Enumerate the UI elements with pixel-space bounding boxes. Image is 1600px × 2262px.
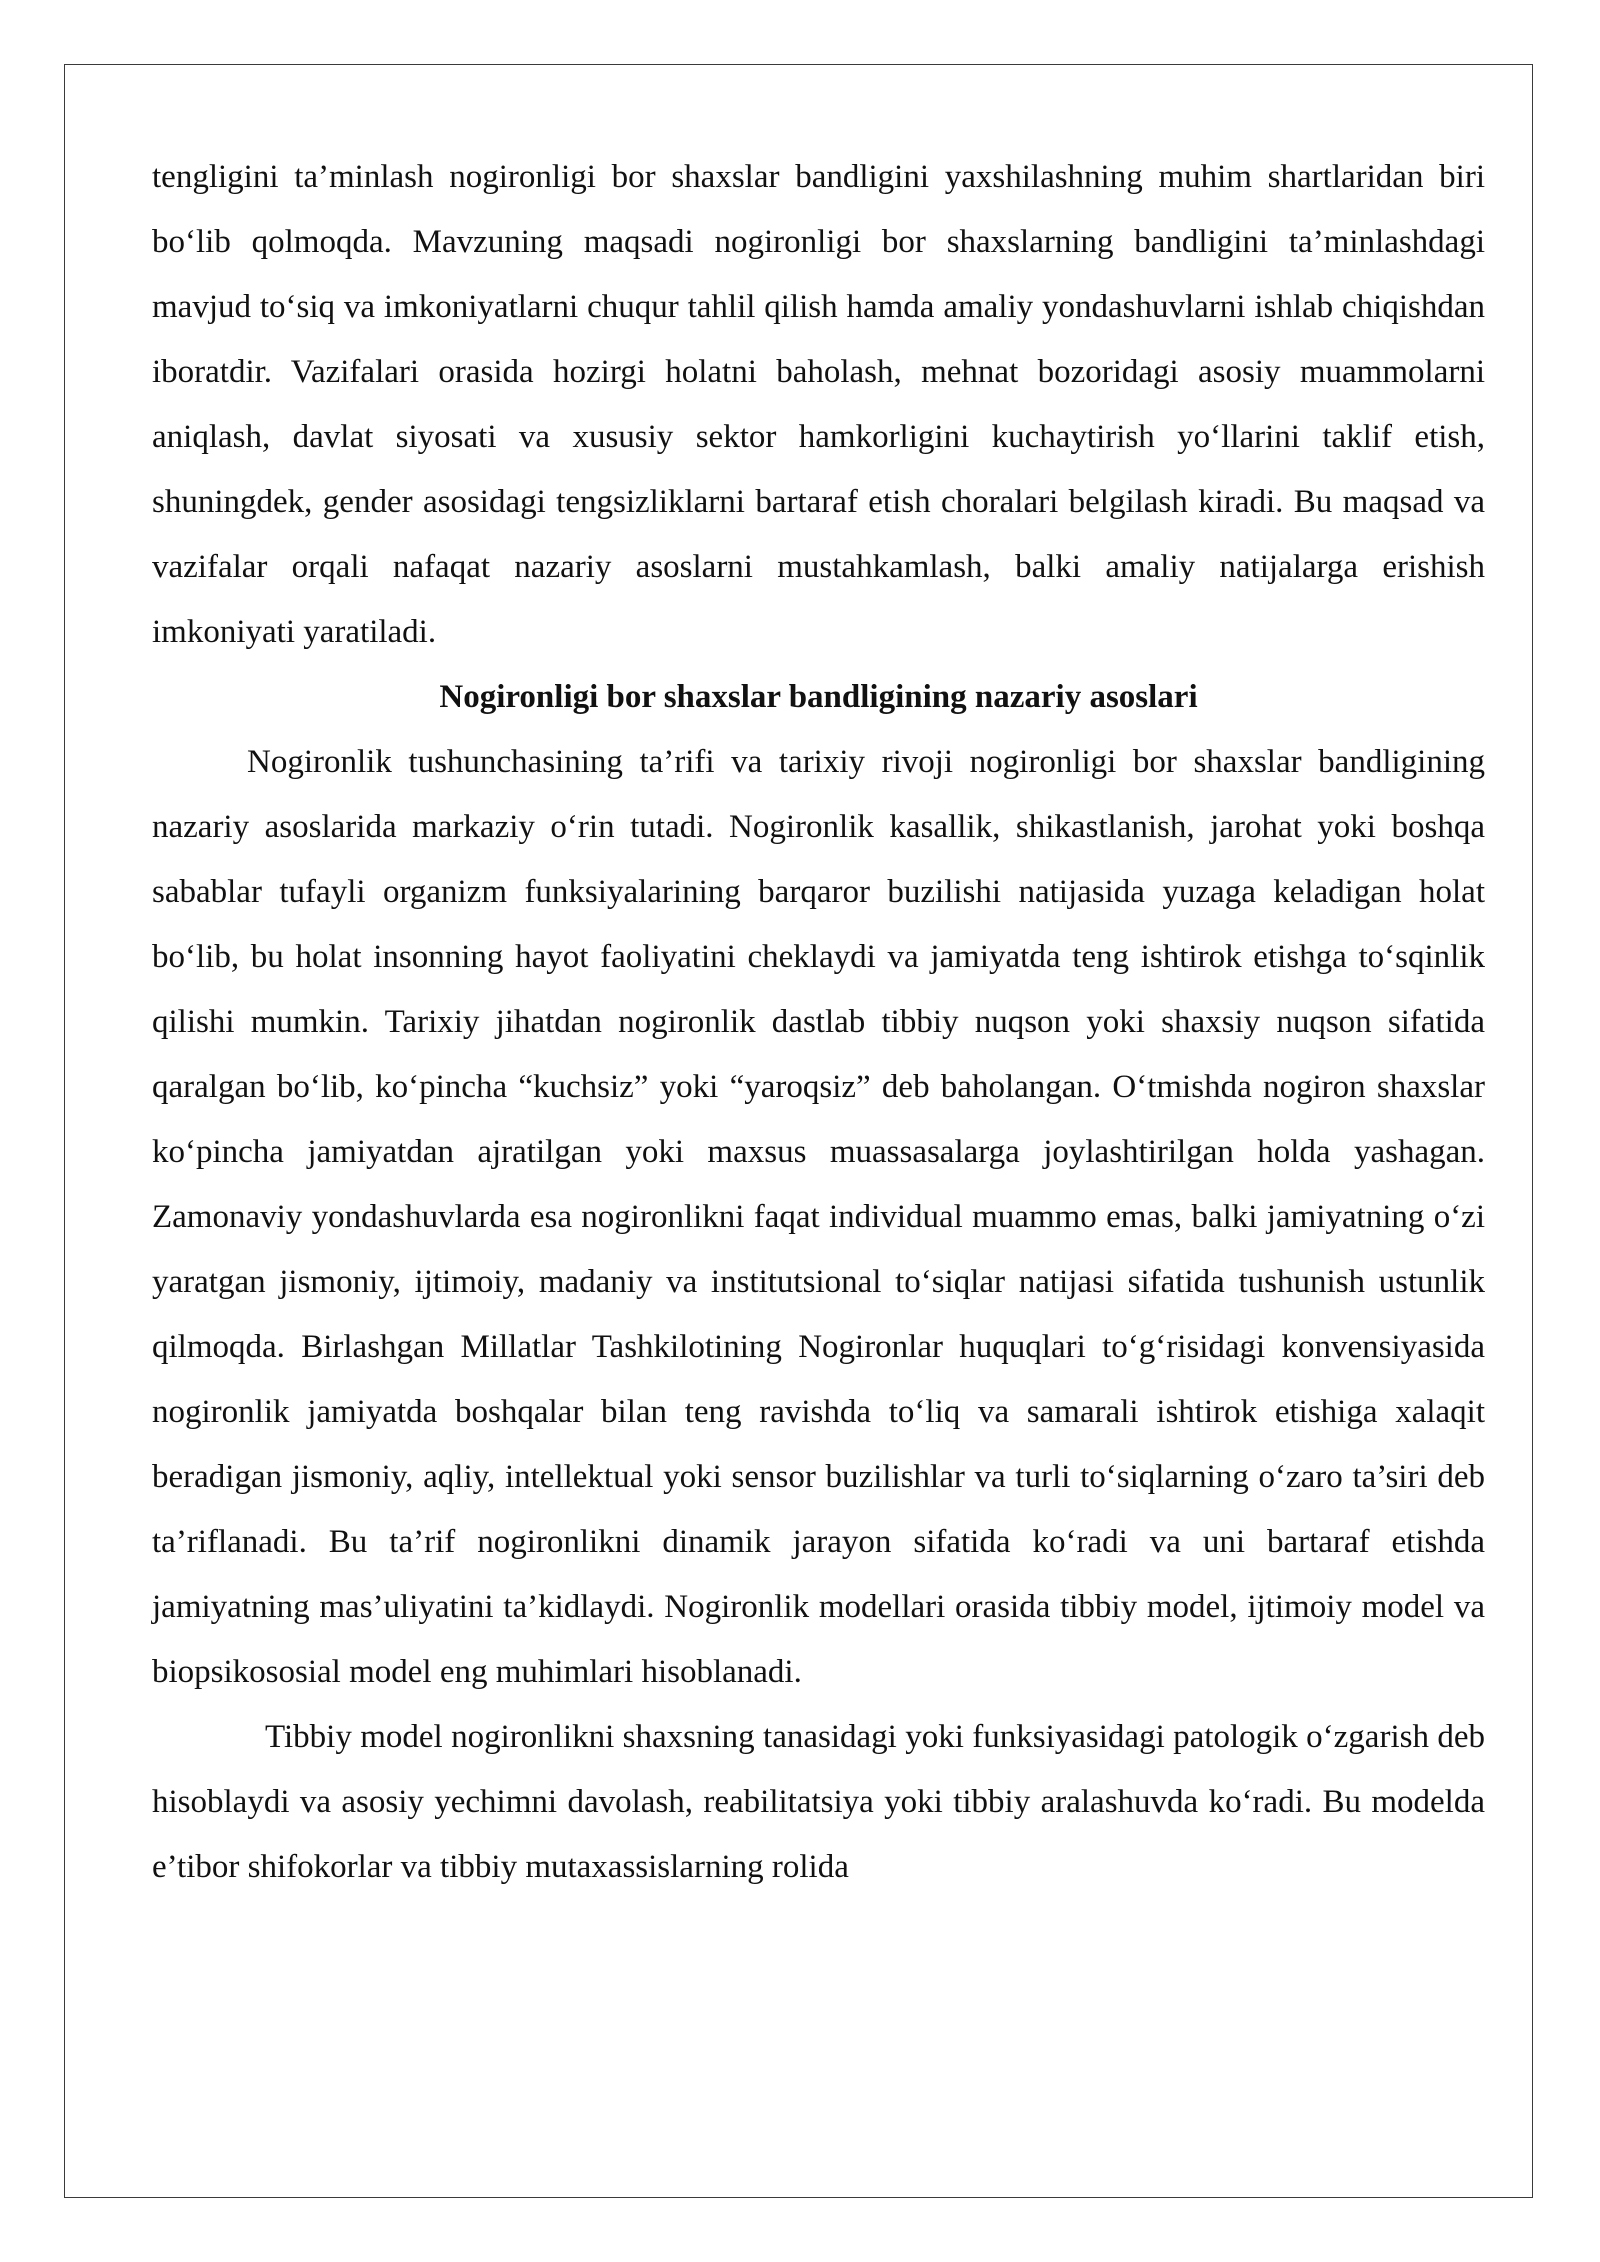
section-heading: Nogironligi bor shaxslar bandligining nazariy asoslari — [439, 679, 1198, 715]
medical-model-paragraph: Tibbiy model nogironlikni shaxsning tanasidagi yoki funksiyasidagi patologik o‘zgarish deb hisoblaydi va asosiy yechimni davolash, reabilitatsiya yoki tibbiy aralashuvda ko‘radi. Bu modelda e’tibor shifokorlar va tibbiy mutaxassislarning rolida — [152, 1719, 1485, 1885]
document-body — [152, 145, 1485, 1900]
intro-paragraph: tengligini ta’minlash nogironligi bor shaxslar bandligini yaxshilashning muhim shartlaridan biri bo‘lib qolmoqda. Mavzuning maqsadi nogironligi bor shaxslarning bandligini ta’minlashdagi mavjud to‘siq va imkoniyatlarni chuqur tahlil qilish hamda amaliy yondashuvlarni ishlab chiqishdan iboratdir. Vazifalari orasida hozirgi holatni baholash, mehnat bozoridagi asosiy muammolarni aniqlash, davlat siyosati va xususiy sektor hamkorligini kuchaytirish yo‘llarini taklif etish, shuningdek, gender asosidagi tengsizliklarni bartaraf etish choralari belgilash kiradi. Bu maqsad va vazifalar orqali nafaqat nazariy asoslarni mustahkamlash, balki amaliy natijalarga erishish imkoniyati yaratiladi. — [152, 159, 1485, 650]
theory-paragraph: Nogironlik tushunchasining ta’rifi va tarixiy rivoji nogironligi bor shaxslar bandligining nazariy asoslarida markaziy o‘rin tutadi. Nogironlik kasallik, shikastlanish, jarohat yoki boshqa sabablar tufayli organizm funksiyalarining barqaror buzilishi natijasida yuzaga keladigan holat bo‘lib, bu holat insonning hayot faoliyatini cheklaydi va jamiyatda teng ishtirok etishga to‘sqinlik qilishi mumkin. Tarixiy jihatdan nogironlik dastlab tibbiy nuqson yoki shaxsiy nuqson sifatida qaralgan bo‘lib, ko‘pincha “kuchsiz” yoki “yaroqsiz” deb baholangan. O‘tmishda nogiron shaxslar ko‘pincha jamiyatdan ajratilgan yoki maxsus muassasalarga joylashtirilgan holda yashagan. Zamonaviy yondashuvlarda esa nogironlikni faqat individual muammo emas, balki jamiyatning o‘zi yaratgan jismoniy, ijtimoiy, madaniy va institutsional to‘siqlar natijasi sifatida tushunish ustunlik qilmoqda. Birlashgan Millatlar Tashkilotining Nogironlar huquqlari to‘g‘risidagi konvensiyasida nogironlik jamiyatda boshqalar bilan teng ravishda to‘liq va samarali ishtirok etishiga xalaqit beradigan jismoniy, aqliy, intellektual yoki sensor buzilishlar va turli to‘siqlarning o‘zaro ta’siri deb ta’riflanadi. Bu ta’rif nogironlikni dinamik jarayon sifatida ko‘radi va uni bartaraf etishda jamiyatning mas’uliyatini ta’kidlaydi. Nogironlik modellari orasida tibbiy model, ijtimoiy model va biopsikososial model eng muhimlari hisoblanadi. — [152, 744, 1485, 1690]
